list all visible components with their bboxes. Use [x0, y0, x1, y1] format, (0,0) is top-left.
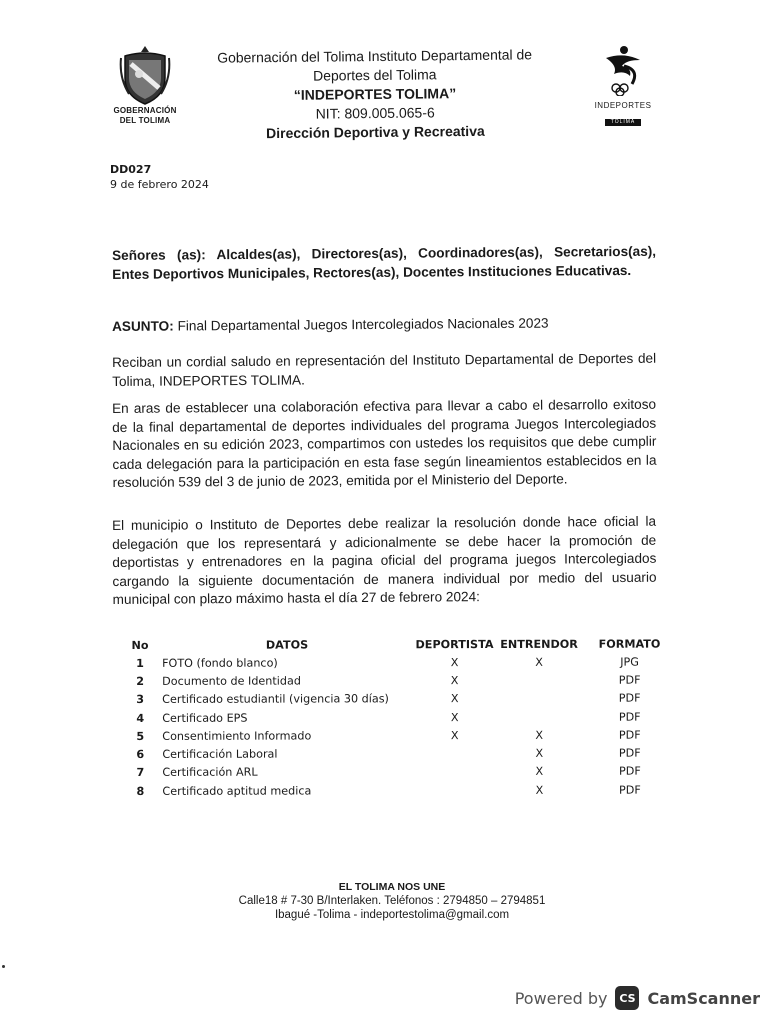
header-entrenador: ENTRENDOR — [500, 637, 578, 651]
paragraph-purpose: En aras de establecer una colaboración efectiva para llevar a cabo el desarrollo exitoso de la final departamental de deportes individuales del programa Juegos Intercolegiados Nacionales en su edición 2023, compartimos con ustedes los requisitos que debe cumplir cada delegación para la participación en esta fase según lineamientos establecidos en la resolución 539 del 3 de junio de 2023, emitida por el Ministerio del Deporte. — [112, 396, 657, 491]
row-format: PDF — [618, 710, 641, 724]
row-document: Certificado EPS — [162, 711, 248, 725]
requirements-table — [118, 635, 678, 801]
row-athlete-mark: X — [450, 655, 459, 669]
letter-footer — [200, 880, 584, 922]
row-coach-mark: X — [535, 747, 544, 761]
row-format: PDF — [618, 746, 641, 760]
camscanner-icon: CS — [615, 986, 639, 1010]
row-athlete-mark — [412, 781, 497, 800]
letterhead-line-1: Gobernación del Tolima Instituto Departamental de — [217, 46, 533, 66]
row-number: 2 — [136, 674, 145, 688]
row-document: Certificación ARL — [162, 766, 258, 780]
row-format: JPG — [620, 655, 639, 669]
table-row — [118, 689, 678, 709]
row-format: PDF — [618, 783, 641, 797]
row-format: PDF — [618, 673, 641, 687]
row-coach-mark: X — [535, 728, 544, 742]
row-number: 4 — [136, 711, 145, 725]
watermark-brand: CamScanner — [647, 988, 760, 1008]
row-number: 3 — [136, 693, 145, 707]
row-coach-mark — [497, 689, 581, 708]
addressee: Señores (as): Alcaldes(as), Directores(as), Coordinadores(as), Secretarios(as), Entes Deportivos Municipales, Rectores(as), Docentes Instituciones Educativas. — [112, 243, 657, 282]
row-coach-mark: X — [535, 783, 544, 797]
row-document: FOTO (fondo blanco) — [162, 656, 278, 670]
footer-slogan: EL TOLIMA NOS UNE — [338, 881, 446, 893]
header-no: No — [131, 638, 149, 652]
row-document: Certificado estudiantil (vigencia 30 días) — [162, 692, 389, 707]
row-number: 5 — [136, 729, 145, 743]
row-format: PDF — [618, 691, 641, 705]
header-deportista: DEPORTISTA — [415, 637, 494, 651]
header-datos: DATOS — [265, 638, 309, 652]
logo-caption-2: DEL TOLIMA — [119, 116, 171, 125]
table-header-row — [118, 635, 678, 654]
row-athlete-mark: X — [450, 710, 459, 724]
header-formato: FORMATO — [598, 637, 661, 651]
row-number: 6 — [136, 748, 145, 762]
row-number: 7 — [136, 766, 145, 780]
letterhead — [196, 45, 555, 144]
document-date: 9 de febrero 2024 — [110, 178, 209, 191]
row-coach-mark: X — [535, 655, 543, 669]
watermark-powered-by: Powered by — [514, 988, 608, 1008]
reference-block — [110, 162, 209, 192]
table-row — [118, 707, 678, 727]
table-row — [118, 726, 678, 746]
row-athlete-mark — [412, 744, 497, 763]
row-format: PDF — [618, 728, 641, 742]
row-coach-mark — [497, 671, 581, 690]
table-row — [118, 781, 678, 801]
scan-speck — [2, 965, 5, 968]
table-row — [118, 653, 678, 673]
row-number: 8 — [136, 784, 145, 798]
letterhead-line-2: Deportes del Tolima — [312, 66, 437, 84]
coat-of-arms-icon — [119, 44, 171, 106]
logo-caption-1: GOBERNACIÓN — [113, 106, 177, 115]
row-format: PDF — [618, 765, 641, 779]
row-athlete-mark: X — [450, 674, 459, 688]
row-coach-mark — [497, 708, 581, 727]
letterhead-line-3: “INDEPORTES TOLIMA” — [293, 85, 457, 103]
subject-line — [112, 314, 656, 337]
table-row — [118, 744, 678, 764]
gobernacion-logo — [106, 44, 184, 126]
camscanner-watermark — [510, 980, 760, 1016]
document-code: DD027 — [110, 163, 152, 176]
row-athlete-mark: X — [450, 728, 459, 742]
subject-text: Final Departamental Juegos Intercolegiados Nacionales 2023 — [173, 315, 549, 334]
row-document: Certificación Laboral — [162, 747, 278, 762]
subject-label: ASUNTO: — [112, 318, 174, 334]
row-document: Certificado aptitud medica — [162, 784, 312, 798]
row-athlete-mark: X — [450, 692, 459, 706]
letterhead-nit: NIT: 809.005.065-6 — [315, 104, 435, 122]
row-athlete-mark — [412, 763, 497, 782]
footer-contact: Ibagué -Tolima - indeportestolima@gmail.com — [274, 909, 510, 921]
athlete-logo-icon — [596, 44, 650, 96]
row-document: Consentimiento Informado — [162, 729, 312, 743]
paragraph-instructions: El municipio o Instituto de Deportes debe realizar la resolución donde hace oficial la delegación que los representará y adicionalmente se debe hacer la promoción de deportistas y entrenadores en la pagina oficial del programa juegos Intercolegiados cargando la siguiente documentación de manera individual por medio del usuario municipal con plazo máximo hasta el día 27 de febrero 2024: — [112, 513, 657, 608]
table-row — [118, 762, 678, 782]
paragraph-greeting: Reciban un cordial saludo en representación del Instituto Departamental de Deportes del Tolima, INDEPORTES TOLIMA. — [112, 350, 657, 389]
row-coach-mark: X — [535, 765, 544, 779]
row-number: 1 — [136, 656, 144, 670]
indeportes-band: TOLIMA — [605, 119, 642, 126]
letterhead-direction: Dirección Deportiva y Recreativa — [265, 122, 485, 142]
row-document: Documento de Identidad — [162, 674, 301, 688]
indeportes-logo — [590, 44, 656, 128]
footer-address: Calle18 # 7-30 B/Interlaken. Teléfonos : 2794850 – 2794851 — [238, 895, 546, 907]
table-row — [118, 671, 678, 691]
indeportes-caption: INDEPORTES — [594, 101, 652, 110]
